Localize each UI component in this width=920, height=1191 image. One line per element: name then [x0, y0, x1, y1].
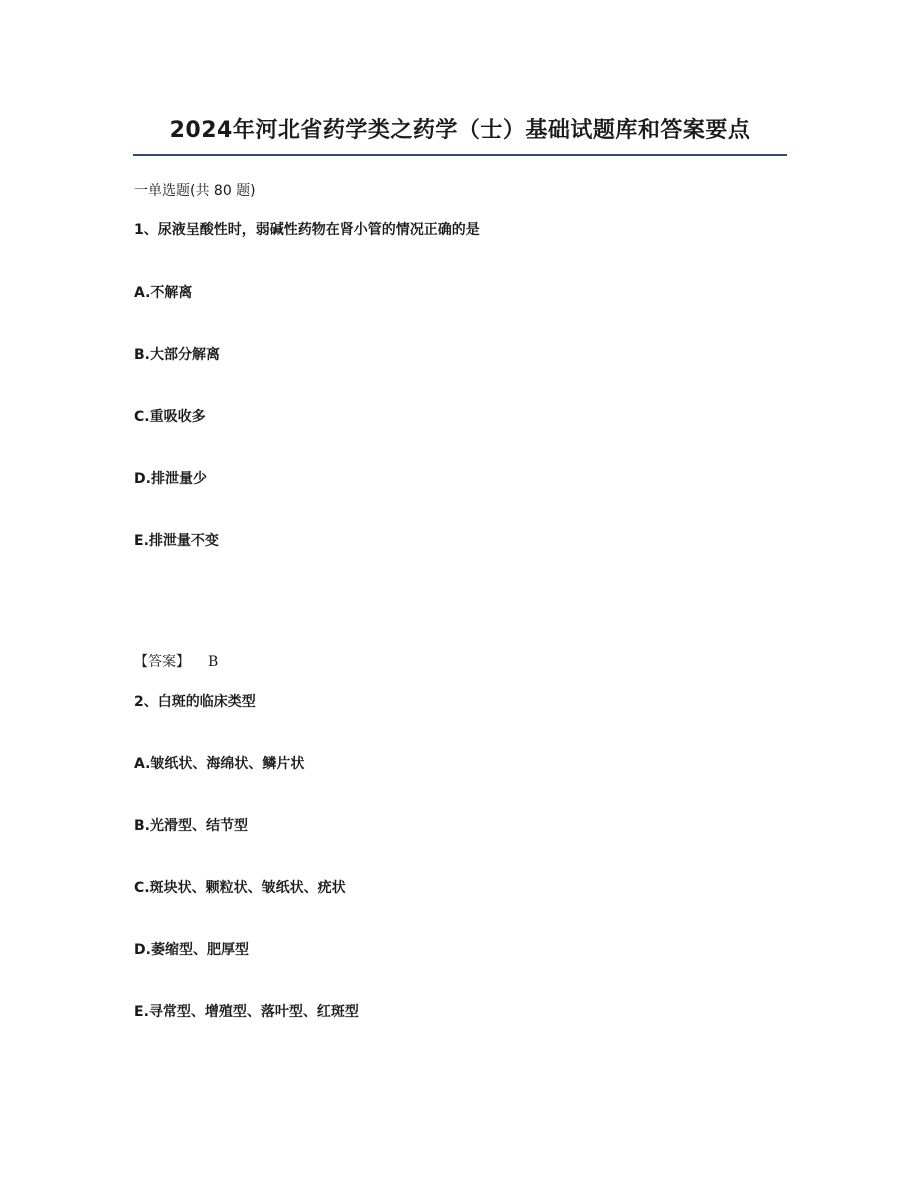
question-1-option-d: D.排泄量少 [134, 471, 207, 487]
question-2-option-e: E.寻常型、增殖型、落叶型、红斑型 [134, 1004, 359, 1020]
section-heading: 一单选题(共 80 题) [134, 183, 256, 199]
question-1-option-e: E.排泄量不变 [134, 533, 219, 549]
question-2-option-c: C.斑块状、颗粒状、皱纸状、疣状 [134, 880, 346, 896]
page-title: 2024年河北省药学类之药学（士）基础试题库和答案要点 [169, 118, 751, 143]
question-2-option-a: A.皱纸状、海绵状、鳞片状 [134, 756, 305, 772]
question-1-option-a: A.不解离 [134, 285, 193, 301]
title-underline [133, 154, 787, 156]
question-2-option-d: D.萎缩型、肥厚型 [134, 942, 249, 958]
question-1-option-b: B.大部分解离 [134, 347, 220, 363]
answer-label: 【答案】 [134, 654, 190, 670]
question-2-stem: 2、白斑的临床类型 [134, 694, 256, 710]
answer-value: B [208, 654, 219, 670]
question-2-option-b: B.光滑型、结节型 [134, 818, 248, 834]
question-1-option-c: C.重吸收多 [134, 409, 206, 425]
question-1-stem: 1、尿液呈酸性时，弱碱性药物在肾小管的情况正确的是 [134, 222, 480, 238]
question-1-answer [134, 652, 218, 672]
